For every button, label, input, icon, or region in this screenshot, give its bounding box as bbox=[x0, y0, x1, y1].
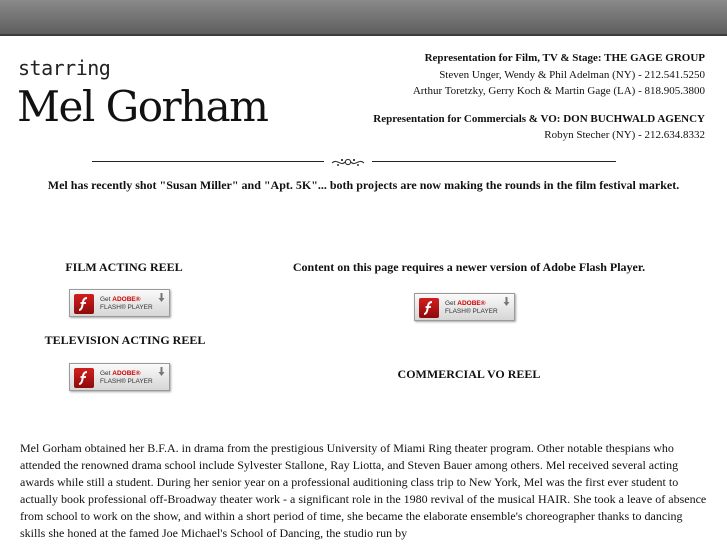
biography-text: Mel Gorham obtained her B.F.A. in drama from the prestigious University of Miami Ring theater program. Other notable thespians who attended the renowned drama school include Sylvester Stallone, Ray Liotta, and Steven Bauer among others. Mel received several acting awards while still a student. During her senior year on a professional auditioning class trip to New York, Mel was the first ever student to actually book professional off-Broadway theater work - a significant role in the 1980 revival of the musical HAIR. She took a leave of absence from school to work on the show, and within a short period of time, she became the elaborate ensemble's choreographer thanks to dancing skills she honed at the famed Joe Michael's School of Dancing, the studio run by bbox=[20, 441, 707, 540]
download-arrow-icon bbox=[158, 367, 165, 376]
starring-label: starring bbox=[18, 56, 111, 80]
download-arrow-icon bbox=[158, 293, 165, 302]
flash-adobe-label: ADOBE® bbox=[112, 296, 141, 303]
flash-player-label: FLASH® PLAYER bbox=[100, 378, 153, 385]
flash-get-label: Get bbox=[100, 296, 111, 303]
flash-adobe-label: ADOBE® bbox=[457, 300, 486, 307]
top-bar bbox=[0, 0, 727, 36]
flash-player-label: FLASH® PLAYER bbox=[445, 308, 498, 315]
ornamental-divider bbox=[92, 154, 616, 170]
flash-logo-icon bbox=[74, 294, 94, 314]
film-rep-contact-ny: Steven Unger, Wendy & Phil Adelman (NY) - 212.541.5250 bbox=[439, 68, 705, 81]
flash-get-label: Get bbox=[445, 300, 456, 307]
television-reel-title: TELEVISION ACTING REEL bbox=[44, 333, 206, 347]
flash-required-notice: Content on this page requires a newer version of Adobe Flash Player. bbox=[292, 260, 646, 274]
flash-player-label: FLASH® PLAYER bbox=[100, 304, 153, 311]
commercial-rep-contact: Robyn Stecher (NY) - 212.634.8332 bbox=[544, 129, 705, 141]
commercial-rep-heading: Representation for Commercials & VO: DON BUCHWALD AGENCY bbox=[373, 112, 705, 125]
get-flash-player-button-film[interactable] bbox=[69, 289, 170, 317]
film-reel-title: FILM ACTING REEL bbox=[65, 260, 183, 274]
flash-adobe-label: ADOBE® bbox=[112, 370, 141, 377]
film-rep-heading: Representation for Film, TV & Stage: THE GAGE GROUP bbox=[424, 52, 705, 64]
flash-logo-icon bbox=[419, 298, 439, 318]
flash-get-label: Get bbox=[100, 370, 111, 377]
film-rep-contact-la: Arthur Toretzky, Gerry Koch & Martin Gage (LA) - 818.905.3800 bbox=[412, 85, 705, 97]
get-flash-player-button-main[interactable] bbox=[414, 293, 515, 321]
representation-block bbox=[305, 50, 705, 144]
commercial-reel-title: COMMERCIAL VO REEL bbox=[397, 367, 541, 381]
flash-logo-icon bbox=[74, 368, 94, 388]
download-arrow-icon bbox=[503, 297, 510, 306]
page-title: Mel Gorham bbox=[17, 82, 268, 131]
flourish-icon bbox=[330, 154, 366, 170]
get-flash-player-button-television[interactable] bbox=[69, 363, 170, 391]
news-announcement: Mel has recently shot "Susan Miller" and "Apt. 5K"... both projects are now making the rounds in the film festival market. bbox=[47, 178, 680, 192]
